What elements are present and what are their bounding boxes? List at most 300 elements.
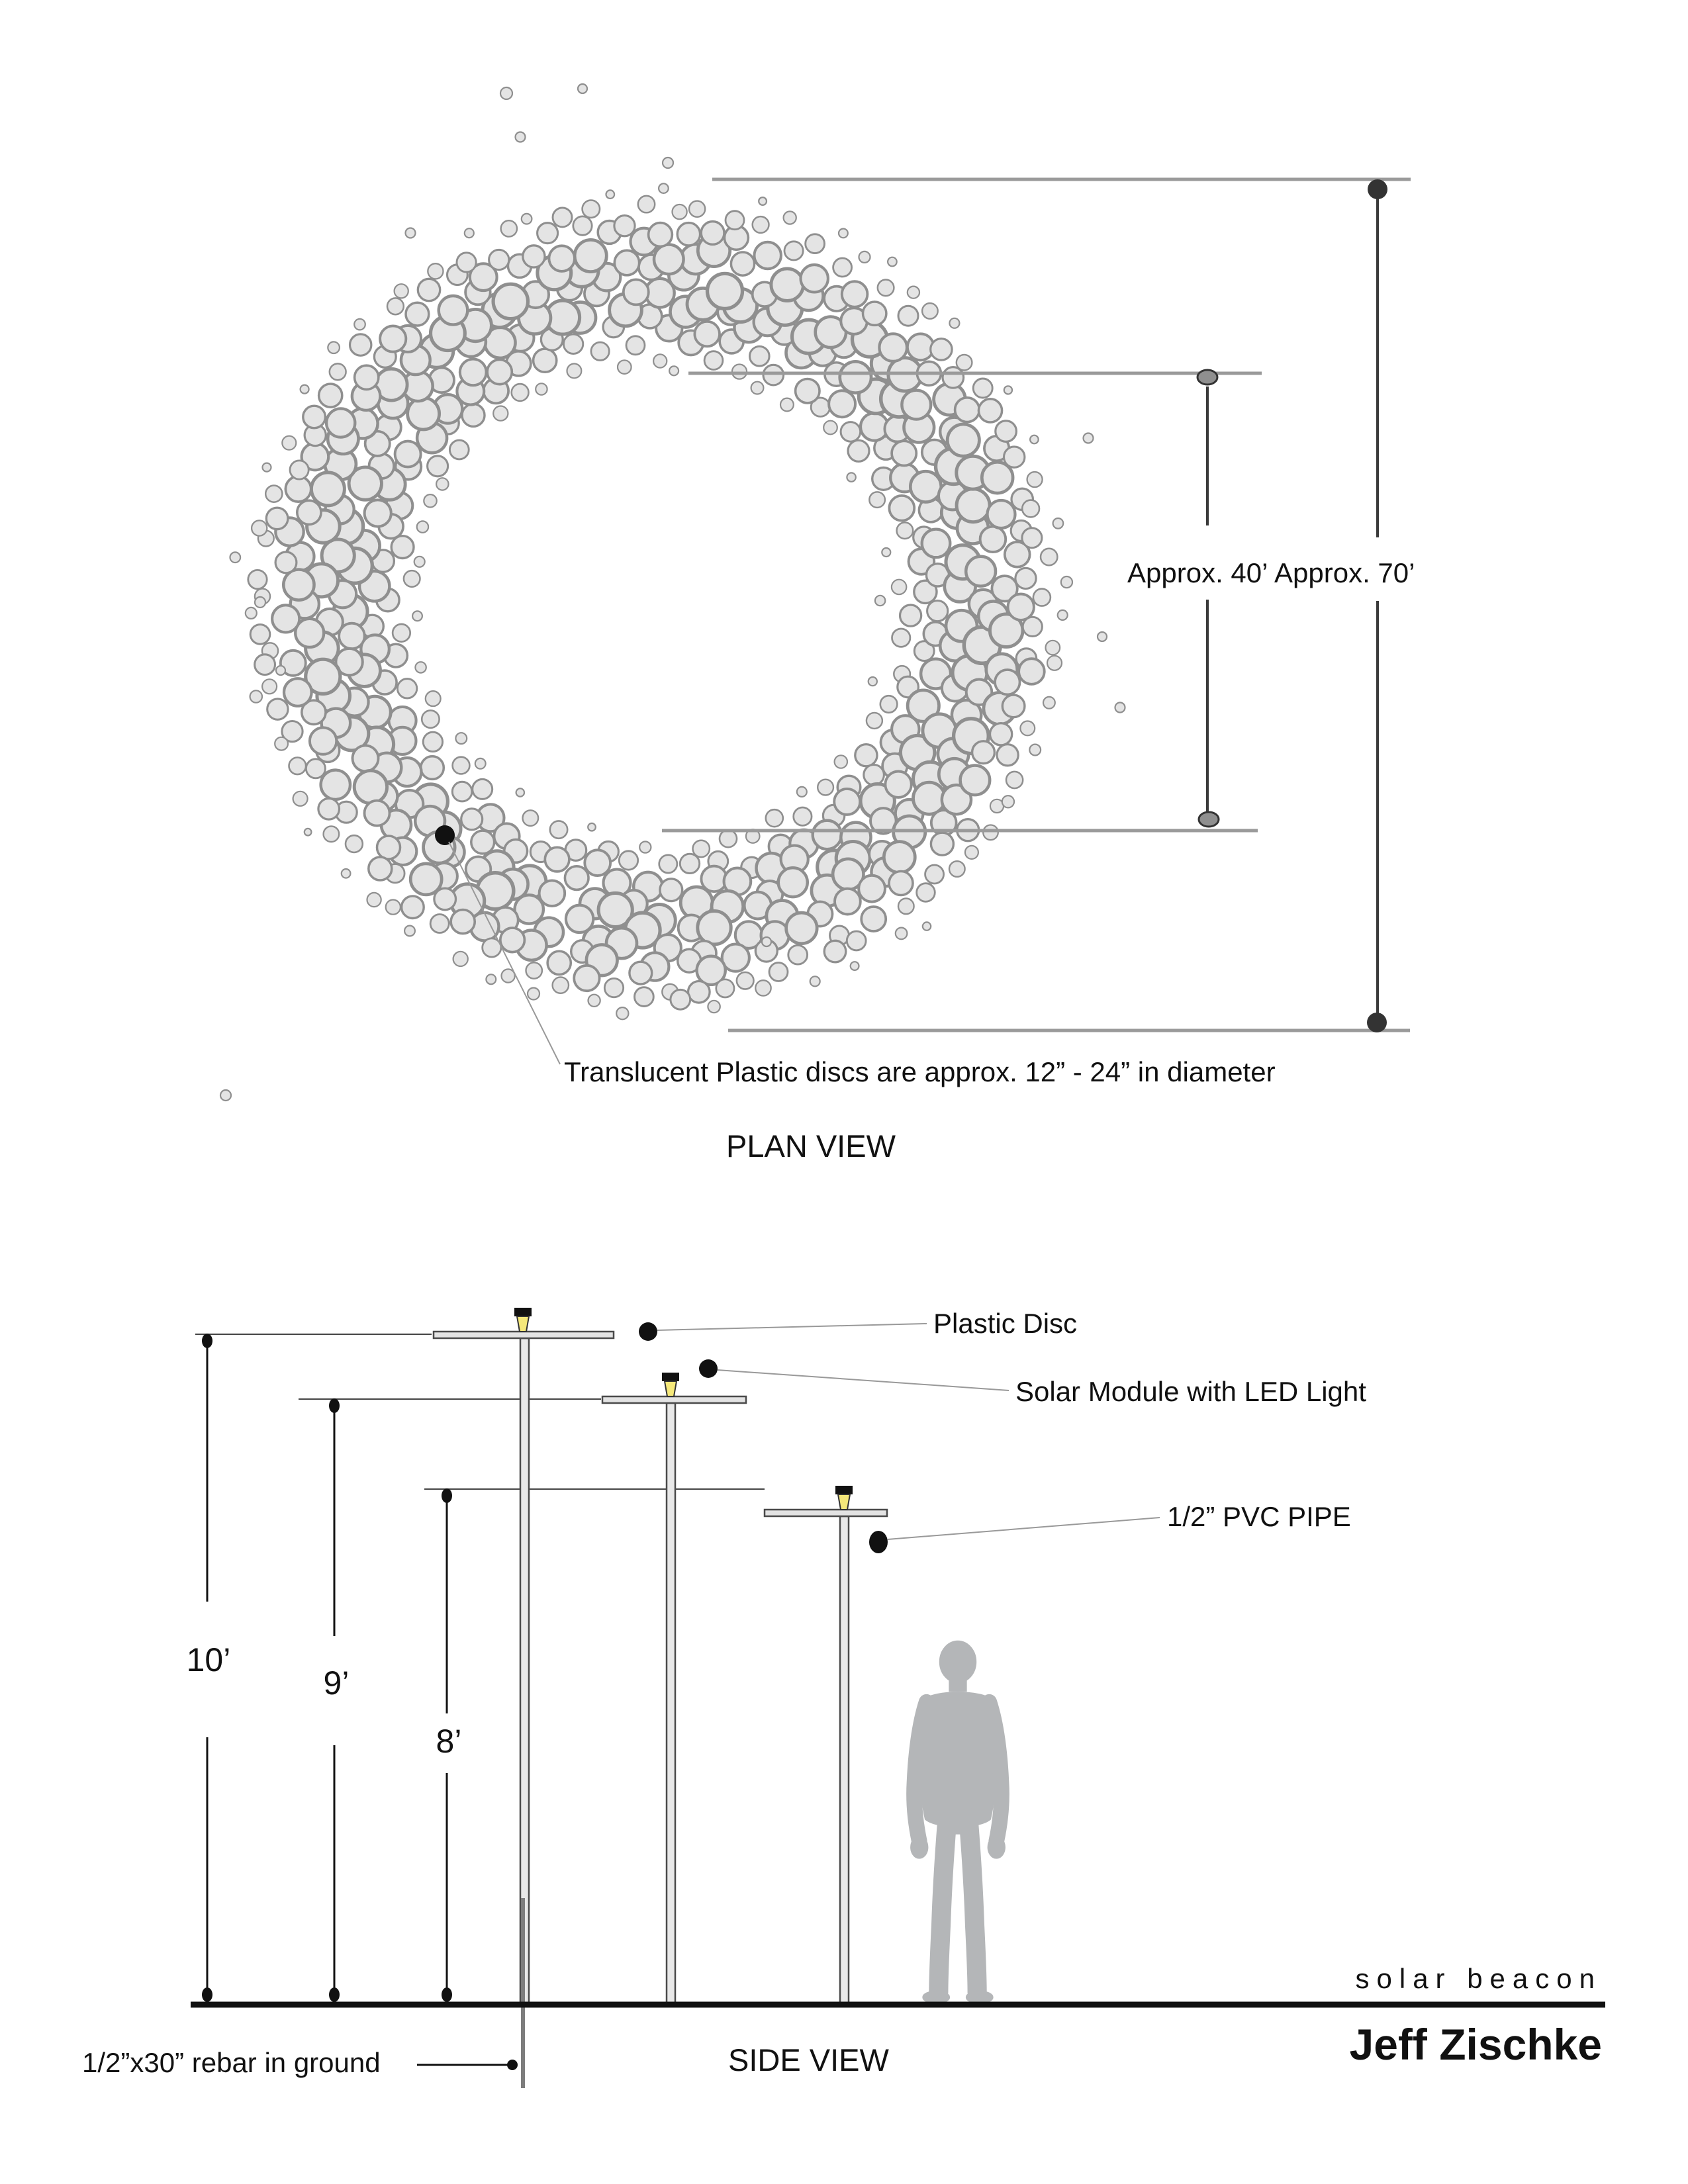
plan-disc-dot xyxy=(512,384,529,401)
plan-disc-dot xyxy=(1061,576,1072,588)
plan-disc-dot xyxy=(794,807,812,825)
plan-disc-dot xyxy=(835,889,861,915)
plan-disc-dot xyxy=(255,655,275,675)
plan-disc-dot xyxy=(788,945,808,964)
plan-disc-dot xyxy=(528,988,539,1000)
plan-disc-dot xyxy=(1041,549,1057,565)
plan-disc-dot xyxy=(689,201,705,217)
plan-disc-dot xyxy=(806,234,825,253)
plan-disc-dot xyxy=(867,713,882,729)
plan-disc-dot xyxy=(387,298,404,314)
plan-disc-dot xyxy=(841,422,861,442)
callouts xyxy=(82,1308,1366,2078)
plan-disc-dot xyxy=(404,926,415,936)
plan-disc-dot xyxy=(293,792,308,806)
pole-tall xyxy=(434,1308,614,2088)
plan-disc-dot xyxy=(415,662,426,672)
plan-disc-dot xyxy=(455,733,467,744)
plan-disc-dot xyxy=(267,699,288,719)
plan-disc-dot xyxy=(925,865,944,884)
plan-disc-dot xyxy=(350,334,371,355)
plastic-disc-leader xyxy=(657,1324,927,1330)
plan-disc-dot xyxy=(319,384,342,407)
plan-disc-dot xyxy=(526,962,542,978)
plan-disc-dot xyxy=(380,326,406,351)
plan-disc-dot xyxy=(220,1090,231,1101)
plan-disc-dot xyxy=(659,855,677,873)
plan-disc-dot xyxy=(549,246,575,271)
pvc-pipe-label: 1/2” PVC PIPE xyxy=(1167,1501,1351,1532)
plan-disc-dot xyxy=(353,745,379,771)
plan-disc-dot xyxy=(424,494,436,507)
plan-disc-dot xyxy=(780,398,794,412)
plan-disc-dot xyxy=(1043,697,1055,709)
plan-disc-dot xyxy=(716,979,734,997)
plan-disc-dot xyxy=(1006,772,1023,788)
plan-disc-dot xyxy=(884,842,915,873)
plan-disc-dot xyxy=(321,770,350,799)
plan-disc-dot xyxy=(346,835,363,852)
plan-disc-dot xyxy=(395,284,408,298)
plan-disc-dot xyxy=(1002,695,1025,717)
plan-disc-dot xyxy=(563,334,583,353)
plan-disc-dot xyxy=(618,360,632,374)
plan-disc-dot xyxy=(875,596,885,606)
plan-disc-dot xyxy=(573,216,592,235)
plan-disc-dot xyxy=(638,196,655,212)
dim-10-top-endpoint xyxy=(202,1334,212,1348)
plan-disc-dot xyxy=(990,723,1012,745)
plan-disc-dot xyxy=(250,690,262,702)
plan-disc-dot xyxy=(1015,568,1036,588)
plan-disc-dot xyxy=(868,677,877,686)
plan-disc-dot xyxy=(957,489,990,522)
plan-disc-dot xyxy=(614,250,639,275)
plan-disc-dot xyxy=(578,84,587,93)
plan-disc-dot xyxy=(801,265,828,292)
plan-disc-dot xyxy=(547,951,571,974)
plan-disc-dot xyxy=(414,557,425,567)
plan-disc-dot xyxy=(892,441,916,465)
side-view-title: SIDE VIEW xyxy=(728,2042,889,2077)
plan-disc-dot xyxy=(275,737,288,751)
plan-disc-dot xyxy=(983,825,998,841)
plan-disc-dot xyxy=(847,473,855,481)
plan-disc-dot xyxy=(538,223,558,244)
plan-disc-dot xyxy=(486,974,496,984)
plan-disc-dot xyxy=(588,995,600,1007)
plan-disc-dot xyxy=(1019,659,1045,684)
plan-disc-dot xyxy=(305,829,312,836)
plan-disc-dot xyxy=(619,851,637,870)
plan-disc-dot xyxy=(654,245,684,275)
plan-disc-dot xyxy=(404,570,420,587)
plan-disc-dot xyxy=(354,319,365,330)
plan-disc-dot xyxy=(265,486,282,502)
plastic-disc-label: Plastic Disc xyxy=(933,1308,1078,1339)
plan-disc-dot xyxy=(1004,447,1025,467)
plan-disc-dot xyxy=(698,911,731,944)
plan-disc-dot xyxy=(422,710,439,727)
plan-disc-dot xyxy=(796,379,820,403)
plan-disc-dot xyxy=(762,937,771,946)
plan-disc-dot xyxy=(896,928,908,940)
plan-disc-dot xyxy=(1022,528,1042,548)
plan-disc-dot xyxy=(303,406,326,428)
plan-disc-dot xyxy=(426,691,441,706)
plan-disc-dot xyxy=(917,884,935,902)
plan-disc-dot xyxy=(771,269,804,301)
plan-disc-dot xyxy=(972,741,995,764)
plan-disc-dot xyxy=(461,809,483,830)
plan-disc-dot xyxy=(769,963,788,981)
plan-disc-dot xyxy=(523,246,545,267)
plan-disc-dot xyxy=(851,962,859,970)
plan-disc-dot xyxy=(449,440,469,459)
pvc-pipe-medium xyxy=(667,1403,675,2003)
plan-disc-dot xyxy=(726,211,744,230)
plan-disc-dot xyxy=(311,473,344,506)
height-label-9ft: 9’ xyxy=(323,1664,350,1702)
plan-disc-dot xyxy=(680,854,699,873)
plan-disc-dot xyxy=(1098,632,1107,641)
plan-disc-dot xyxy=(318,799,340,820)
solar-module-cap-tall xyxy=(514,1308,532,1316)
plan-disc-dot xyxy=(285,477,310,502)
plan-disc-dot xyxy=(489,250,509,269)
plan-disc-dot xyxy=(653,354,667,367)
plan-disc-dot xyxy=(301,385,309,394)
plan-disc-dot xyxy=(737,972,754,989)
plan-disc-dot xyxy=(471,831,494,854)
dim-40-label: Approx. 40’ xyxy=(1127,557,1268,588)
plan-disc-dot xyxy=(708,1001,720,1013)
plan-disc-dot xyxy=(342,869,351,878)
plan-disc-dot xyxy=(574,966,599,991)
plan-disc-dot xyxy=(1058,610,1068,620)
plastic-disc-medium xyxy=(602,1396,746,1403)
plan-disc-dot xyxy=(824,940,846,962)
plan-disc-dot xyxy=(669,366,679,375)
plan-disc-dot xyxy=(397,679,416,698)
plan-disc-dot xyxy=(567,364,582,379)
plan-disc-dot xyxy=(328,341,340,353)
plan-disc-dot xyxy=(927,601,948,621)
plan-disc-dot xyxy=(823,421,837,435)
plan-disc-dot xyxy=(536,383,547,394)
plan-disc-dot xyxy=(434,888,456,910)
plan-disc-dot xyxy=(550,821,567,838)
plan-disc-dot xyxy=(493,406,508,421)
plan-disc-dot xyxy=(753,216,769,233)
plan-disc-dot xyxy=(246,608,257,619)
plan-disc-dot xyxy=(995,670,1019,694)
plan-disc-dot xyxy=(583,201,600,218)
plan-disc-dot xyxy=(439,296,468,325)
plan-disc-dot xyxy=(614,216,635,236)
plan-disc-dot xyxy=(1004,386,1012,394)
plan-disc-dot xyxy=(673,205,687,219)
plan-disc-dot xyxy=(1030,435,1039,444)
plan-disc-dot xyxy=(879,334,907,361)
dim-10-bottom-endpoint xyxy=(202,1987,212,2002)
plan-disc-dot xyxy=(1029,745,1041,756)
plan-disc-dot xyxy=(393,624,410,642)
plan-disc-dot xyxy=(250,625,270,645)
plan-disc-dot xyxy=(408,398,440,430)
plan-disc-dot xyxy=(1033,589,1051,606)
plan-disc-dot xyxy=(266,508,288,529)
plan-disc-dot xyxy=(252,520,267,535)
plan-disc-dot xyxy=(276,666,285,675)
plan-disc-dot xyxy=(365,500,391,526)
plan-disc-dot xyxy=(784,211,796,224)
plan-disc-dot xyxy=(931,833,953,855)
plan-disc-dot xyxy=(786,913,818,944)
plan-disc-dot xyxy=(534,349,557,372)
dim-8-top-endpoint xyxy=(442,1488,452,1503)
plan-disc-dot xyxy=(797,787,807,797)
plan-disc-dot xyxy=(465,228,474,238)
plan-disc-dot xyxy=(701,222,724,245)
plan-view xyxy=(220,84,1415,1163)
plan-disc-dot xyxy=(949,861,965,877)
plan-disc-dot xyxy=(418,279,440,300)
plan-disc-dot xyxy=(848,440,869,461)
plan-disc-dot xyxy=(391,536,414,559)
plan-disc-dot xyxy=(755,242,781,269)
solar-module-body-short xyxy=(838,1494,850,1510)
plan-disc-dot xyxy=(931,339,952,360)
plan-disc-dot xyxy=(751,382,764,394)
plastic-disc-callout-dot xyxy=(639,1322,657,1341)
solar-module-callout-dot xyxy=(699,1359,718,1378)
plan-disc-dot xyxy=(677,223,700,246)
plan-disc-dot xyxy=(275,552,297,573)
plan-disc-dot xyxy=(386,900,400,915)
artist-name: Jeff Zischke xyxy=(1349,2020,1602,2069)
plan-disc-dot xyxy=(500,87,512,99)
plan-disc-dot xyxy=(763,365,784,385)
plan-disc-dot xyxy=(957,355,972,371)
plan-disc-dot xyxy=(421,756,444,780)
plan-disc-dot xyxy=(500,928,525,952)
plan-disc-dot xyxy=(859,876,885,902)
plan-disc-dot xyxy=(766,809,783,827)
plan-disc-dot xyxy=(997,745,1018,766)
plan-disc-dot xyxy=(565,866,588,890)
pvc-pipe-callout-dot xyxy=(869,1531,888,1553)
plan-disc-dot xyxy=(889,496,914,521)
plan-disc-dot xyxy=(406,228,416,238)
plan-disc-dot xyxy=(585,850,610,876)
pvc-pipe-short xyxy=(840,1516,849,2003)
plan-disc-dot xyxy=(406,302,429,326)
plan-disc-dot xyxy=(553,977,569,993)
plan-disc-dot xyxy=(898,899,914,915)
plan-disc-dot xyxy=(452,782,472,801)
plan-disc-dot xyxy=(410,864,442,895)
plan-disc-dot xyxy=(493,284,528,318)
solar-module-body-medium xyxy=(665,1381,677,1396)
plan-disc-dot xyxy=(624,279,649,304)
plan-disc-dot xyxy=(755,980,771,995)
plan-disc-dot xyxy=(855,745,877,766)
plan-disc-dot xyxy=(1023,617,1042,636)
plan-disc-dot xyxy=(630,962,652,984)
plan-disc-dot xyxy=(659,183,669,193)
plan-disc-dot xyxy=(436,478,448,490)
plan-disc-dot xyxy=(377,836,400,859)
plan-disc-dot xyxy=(475,758,486,769)
plan-disc-dot xyxy=(591,342,609,360)
plan-disc-dot xyxy=(908,287,919,298)
plan-disc-dot xyxy=(284,678,312,706)
plan-disc-dot xyxy=(988,500,1015,528)
plan-disc-dot xyxy=(428,456,448,477)
plan-disc-dot xyxy=(306,759,325,778)
plan-disc-dot xyxy=(813,821,841,849)
plan-disc-dot xyxy=(704,351,723,370)
plan-disc-dot xyxy=(880,696,898,713)
plan-disc-dot xyxy=(283,570,314,600)
plan-disc-dot xyxy=(282,436,296,450)
dim-8-bottom-endpoint xyxy=(442,1987,452,2002)
plan-disc-dot xyxy=(606,190,615,199)
plan-disc-dot xyxy=(516,132,526,142)
plan-disc-dot xyxy=(961,766,990,796)
plan-disc-dot xyxy=(900,605,921,626)
human-silhouette xyxy=(911,1641,1005,2003)
plan-disc-dot xyxy=(412,611,422,621)
plan-disc-dot xyxy=(955,398,980,422)
plan-disc-dot xyxy=(1115,703,1125,713)
plan-disc-dot xyxy=(428,263,443,279)
plan-disc-dot xyxy=(864,765,884,786)
plan-disc-dot xyxy=(545,847,569,872)
plan-disc-dot xyxy=(861,907,886,931)
plan-disc-dot xyxy=(516,788,524,796)
plan-disc-dot xyxy=(892,580,906,594)
plan-disc-dot xyxy=(898,306,918,326)
dim-70-top-endpoint xyxy=(1368,179,1387,199)
plan-disc-dot xyxy=(272,605,299,632)
plan-disc-dot xyxy=(878,280,894,296)
plan-disc-dot xyxy=(588,823,596,831)
plan-disc-dot xyxy=(996,421,1017,442)
plan-disc-dot xyxy=(982,462,1013,493)
plan-disc-dot xyxy=(1002,796,1014,807)
plan-disc-dot xyxy=(575,240,606,271)
plan-disc-dot xyxy=(326,408,355,437)
plan-disc-dot xyxy=(720,830,737,847)
plan-disc-dot xyxy=(708,273,743,308)
plan-disc-dot xyxy=(778,868,808,897)
plan-disc-dot xyxy=(882,548,890,557)
plan-disc-dot xyxy=(688,981,710,1003)
height-label-10ft: 10’ xyxy=(186,1641,231,1678)
solar-module-leader xyxy=(718,1370,1009,1390)
plan-disc-dot xyxy=(501,220,517,236)
plan-disc-dot xyxy=(759,197,767,205)
plan-disc-dot xyxy=(973,379,992,398)
solar-module-label: Solar Module with LED Light xyxy=(1015,1376,1366,1407)
plan-disc-dot xyxy=(324,826,340,842)
plan-disc-dot xyxy=(847,931,866,950)
plan-disc-dot xyxy=(365,801,390,826)
plan-disc-dot xyxy=(230,552,241,563)
rebar-callout-dot xyxy=(507,2060,518,2070)
solar-module-cap-medium xyxy=(662,1373,679,1381)
plan-disc-dot xyxy=(604,978,623,997)
plan-disc-dot xyxy=(835,755,847,768)
plan-disc-dot xyxy=(395,441,421,467)
pvc-pipe-leader xyxy=(888,1518,1160,1539)
plan-disc-dot xyxy=(694,322,720,347)
plan-disc-dot xyxy=(310,727,336,754)
plan-disc-dot xyxy=(1053,518,1064,529)
plan-disc-dot xyxy=(616,1007,628,1019)
plan-disc-dot xyxy=(810,976,820,986)
plan-disc-dot xyxy=(869,492,885,508)
plan-disc-dot xyxy=(462,404,485,426)
plan-disc-dot xyxy=(1022,500,1039,518)
plan-disc-dot xyxy=(842,281,868,307)
solar-module-cap-short xyxy=(835,1486,853,1494)
plastic-disc-tall xyxy=(434,1332,614,1338)
footer xyxy=(1350,1963,1603,2069)
pole-medium xyxy=(602,1373,746,2003)
plan-disc-dot xyxy=(297,500,321,524)
plan-disc-dot xyxy=(248,570,267,588)
plan-disc-dot xyxy=(457,253,476,272)
plan-disc-dot xyxy=(980,527,1006,553)
plan-disc-dot xyxy=(402,896,424,919)
dim-9-top-endpoint xyxy=(329,1398,340,1413)
dim-70-label: Approx. 70’ xyxy=(1274,557,1415,588)
plan-disc-dot xyxy=(1027,472,1043,487)
plan-disc-dot xyxy=(784,242,803,260)
disc-ring xyxy=(220,84,1125,1101)
plan-disc-dot xyxy=(829,390,855,417)
plan-disc-dot xyxy=(453,757,470,774)
disc-note: Translucent Plastic discs are approx. 12” - 24” in diameter xyxy=(564,1056,1276,1087)
plan-disc-dot xyxy=(522,214,532,224)
rebar-label: 1/2”x30” rebar in ground xyxy=(82,2047,381,2078)
plan-disc-dot xyxy=(290,461,308,479)
plan-disc-dot xyxy=(923,922,931,930)
plan-disc-dot xyxy=(262,679,277,694)
brand-name: solar beacon xyxy=(1355,1963,1602,1994)
plan-disc-dot xyxy=(487,359,512,384)
plan-disc-dot xyxy=(635,987,654,1007)
plan-disc-dot xyxy=(289,758,306,775)
plan-view-title: PLAN VIEW xyxy=(726,1128,896,1163)
plan-disc-dot xyxy=(922,529,951,558)
plan-disc-dot xyxy=(750,346,770,366)
plan-disc-dot xyxy=(660,879,682,901)
plan-disc-dot xyxy=(367,893,381,907)
dim-9-bottom-endpoint xyxy=(329,1987,340,2002)
height-label-8ft: 8’ xyxy=(436,1723,462,1760)
plan-disc-dot xyxy=(417,521,428,532)
plan-disc-dot xyxy=(897,522,914,539)
plan-disc-dot xyxy=(263,463,271,472)
plan-disc-dot xyxy=(863,302,886,325)
dim-70-bottom-endpoint xyxy=(1367,1013,1387,1032)
plan-disc-dot xyxy=(473,779,492,799)
plan-disc-dot xyxy=(947,424,979,456)
